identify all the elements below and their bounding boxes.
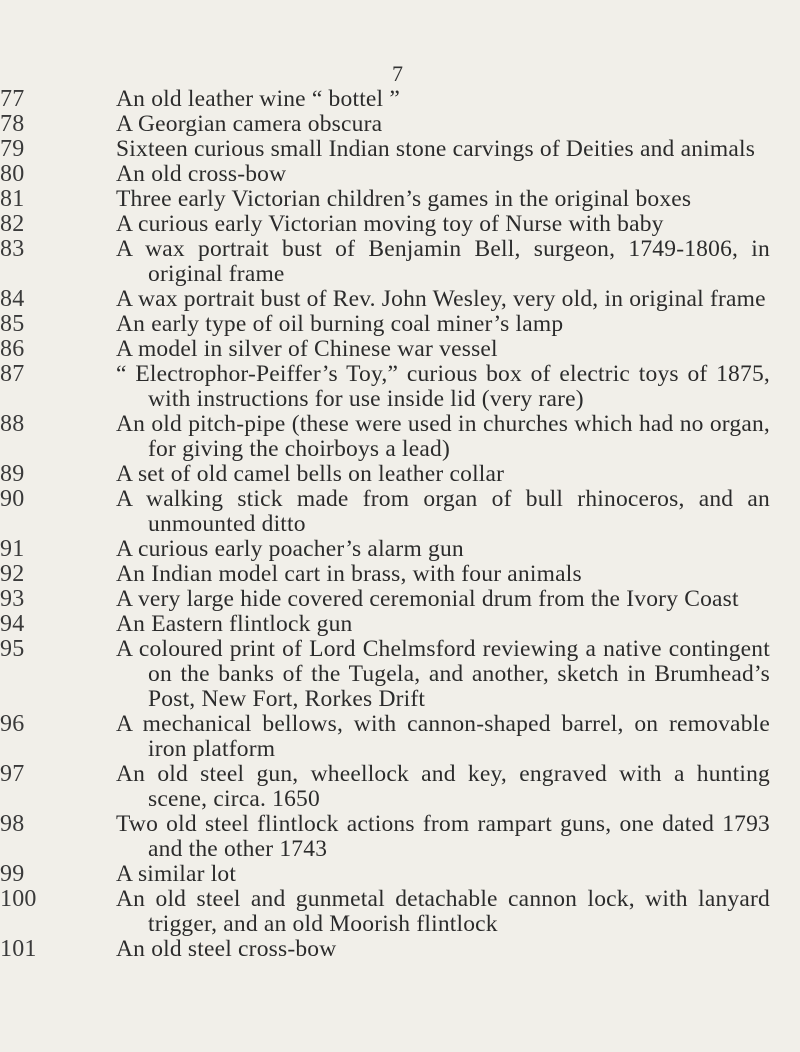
lot-number: 92 <box>0 561 25 587</box>
lot-number: 82 <box>0 211 25 237</box>
lot-item <box>0 312 800 337</box>
lot-number: 80 <box>0 161 25 187</box>
lot-description: A wax portrait bust of Rev. John Wesley, very old, in original frame <box>116 286 766 312</box>
lot-item <box>0 762 800 812</box>
lot-item <box>0 862 800 887</box>
lot-description: An old steel gun, wheellock and key, engraved with a hunting scene, circa. 1650 <box>116 761 770 812</box>
lot-description: A very large hide covered ceremonial drum from the Ivory Coast <box>116 586 739 612</box>
lot-number: 90 <box>0 486 25 512</box>
lot-description: A curious early poacher’s alarm gun <box>116 536 464 562</box>
lot-number: 99 <box>0 861 25 887</box>
lot-number: 96 <box>0 711 25 737</box>
lot-item <box>0 137 800 162</box>
lot-description: A model in silver of Chinese war vessel <box>116 336 498 362</box>
lot-description: An old pitch-pipe (these were used in churches which had no organ, for giving the choirboys a lead) <box>116 411 770 462</box>
lot-description: A set of old camel bells on leather collar <box>116 461 505 487</box>
lot-description: A coloured print of Lord Chelmsford reviewing a native contingent on the banks of the Tugela, and another, sketch in Brumhead’s Post, New Fort, Rorkes Drift <box>116 636 770 712</box>
lot-item <box>0 612 800 637</box>
lot-description: A similar lot <box>116 861 237 887</box>
lot-item <box>0 412 800 462</box>
lot-item <box>0 287 800 312</box>
lot-number: 100 <box>0 886 37 912</box>
lot-description: A mechanical bellows, with cannon-shaped barrel, on removable iron platform <box>116 711 770 762</box>
lot-item <box>0 362 800 412</box>
lot-number: 79 <box>0 136 25 162</box>
lot-description: “ Electrophor-Peiffer’s Toy,” curious box of electric toys of 1875, with instructions for use inside lid (very rare) <box>116 361 770 412</box>
lot-description: An early type of oil burning coal miner’s lamp <box>116 311 564 337</box>
lot-description: An Indian model cart in brass, with four animals <box>116 561 582 587</box>
lot-item <box>0 937 800 962</box>
lot-description: A walking stick made from organ of bull rhinoceros, and an unmounted ditto <box>116 486 770 537</box>
lot-item <box>0 462 800 487</box>
lot-description: Sixteen curious small Indian stone carvings of Deities and animals <box>116 136 756 162</box>
lot-description: An old leather wine “ bottel ” <box>116 86 400 112</box>
lot-description: A Georgian camera obscura <box>116 111 383 137</box>
page-number: 7 <box>392 61 403 86</box>
lot-number: 78 <box>0 111 25 137</box>
lot-number: 83 <box>0 236 25 262</box>
lot-item <box>0 537 800 562</box>
lot-list <box>0 87 800 962</box>
lot-number: 89 <box>0 461 25 487</box>
lot-number: 88 <box>0 411 25 437</box>
lot-number: 97 <box>0 761 25 787</box>
lot-item <box>0 712 800 762</box>
lot-item <box>0 637 800 712</box>
lot-item <box>0 87 800 112</box>
lot-item <box>0 187 800 212</box>
lot-number: 86 <box>0 336 25 362</box>
lot-item <box>0 112 800 137</box>
lot-item <box>0 237 800 287</box>
lot-number: 95 <box>0 636 25 662</box>
lot-item <box>0 562 800 587</box>
lot-description: Two old steel flintlock actions from rampart guns, one dated 1793 and the other 1743 <box>116 811 770 862</box>
lot-number: 87 <box>0 361 25 387</box>
lot-number: 94 <box>0 611 25 637</box>
lot-number: 84 <box>0 286 25 312</box>
lot-item <box>0 887 800 937</box>
lot-number: 77 <box>0 86 25 112</box>
lot-description: A curious early Victorian moving toy of Nurse with baby <box>116 211 664 237</box>
lot-description: Three early Victorian children’s games in the original boxes <box>116 186 692 212</box>
lot-description: An old steel cross-bow <box>116 936 337 962</box>
lot-description: An Eastern flintlock gun <box>116 611 353 637</box>
lot-number: 85 <box>0 311 25 337</box>
lot-number: 81 <box>0 186 25 212</box>
lot-item <box>0 587 800 612</box>
lot-item <box>0 212 800 237</box>
lot-number: 98 <box>0 811 25 837</box>
lot-item <box>0 812 800 862</box>
lot-number: 101 <box>0 936 37 962</box>
lot-item <box>0 337 800 362</box>
lot-description: A wax portrait bust of Benjamin Bell, surgeon, 1749-1806, in original frame <box>116 236 770 287</box>
lot-description: An old steel and gunmetal detachable cannon lock, with lanyard trigger, and an old Moorish flintlock <box>116 886 770 937</box>
lot-description: An old cross-bow <box>116 161 287 187</box>
lot-item <box>0 162 800 187</box>
lot-number: 93 <box>0 586 25 612</box>
lot-item <box>0 487 800 537</box>
lot-number: 91 <box>0 536 25 562</box>
